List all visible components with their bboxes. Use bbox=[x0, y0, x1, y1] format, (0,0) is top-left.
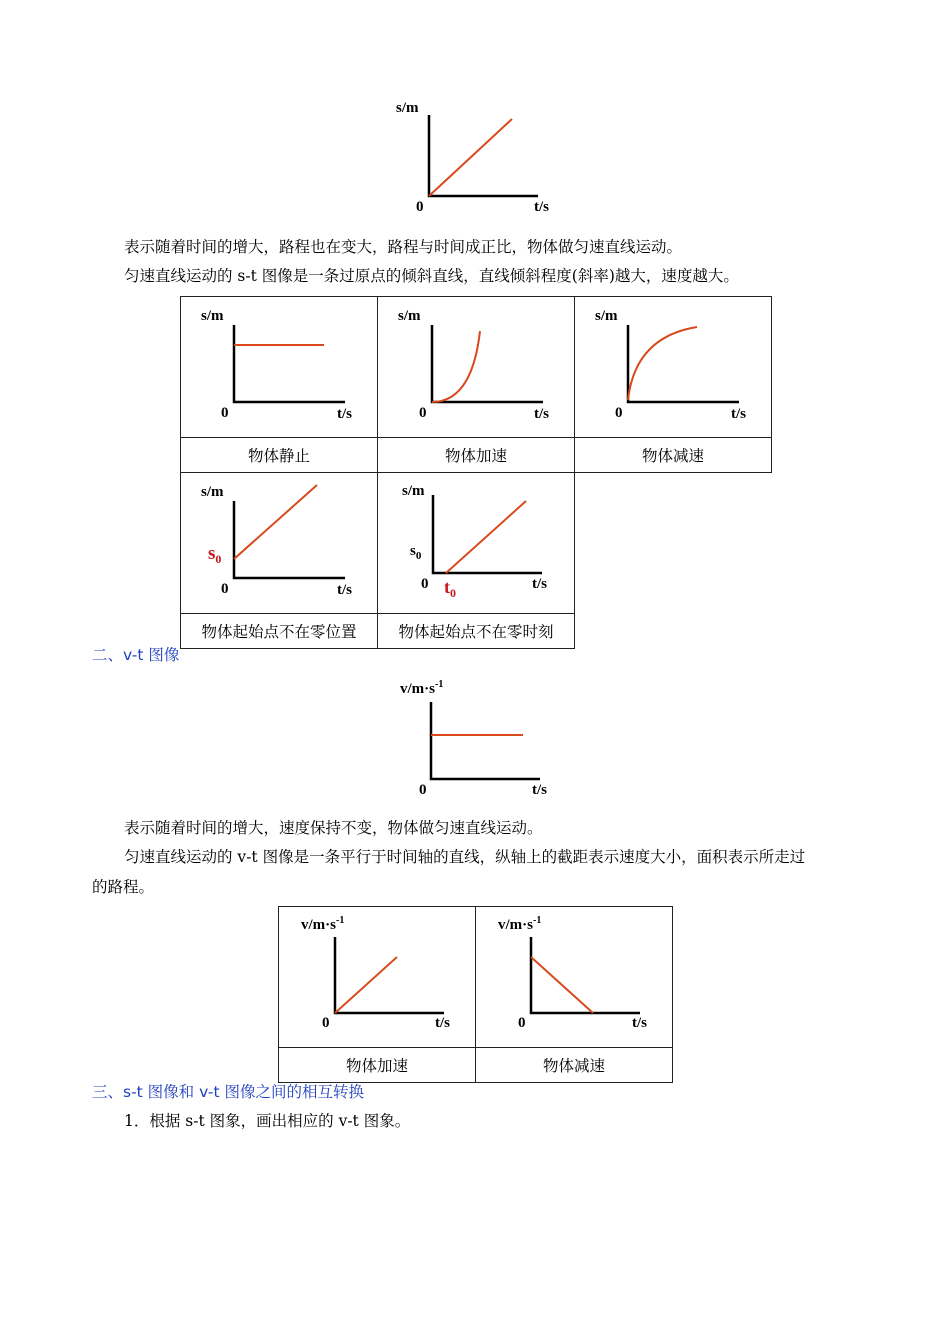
st-offset-time-graph bbox=[378, 473, 574, 609]
paragraph: 表示随着时间的增大，路程也在变大，路程与时间成正比，物体做匀速直线运动。 bbox=[124, 238, 683, 256]
graph-cell bbox=[476, 907, 673, 1048]
vt-graph-table bbox=[278, 906, 673, 1083]
st-line bbox=[446, 501, 526, 573]
graph-cell bbox=[378, 297, 575, 438]
svg-text:t/s: t/s bbox=[532, 782, 547, 798]
caption: 物体加速 bbox=[279, 1048, 476, 1083]
svg-text:s/m: s/m bbox=[398, 308, 421, 324]
list-item: 1．根据 s-t 图象，画出相应的 v-t 图象。 bbox=[124, 1112, 411, 1130]
svg-text:0: 0 bbox=[518, 1015, 526, 1031]
caption: 物体起始点不在零时刻 bbox=[378, 614, 575, 649]
axes bbox=[429, 115, 538, 196]
svg-text:t/s: t/s bbox=[337, 406, 352, 422]
svg-text:t/s: t/s bbox=[731, 406, 746, 422]
paragraph: 匀速直线运动的 s-t 图像是一条过原点的倾斜直线，直线倾斜程度(斜率)越大，速度越大。 bbox=[124, 267, 739, 285]
svg-text:s/m: s/m bbox=[595, 308, 618, 324]
st-uniform-graph bbox=[390, 95, 570, 225]
st-graph-table bbox=[180, 296, 772, 649]
paragraph: 的路程。 bbox=[92, 878, 155, 896]
svg-text:0: 0 bbox=[421, 576, 429, 592]
graph-cell bbox=[181, 473, 378, 614]
st-accelerating-graph bbox=[378, 297, 574, 433]
st-line bbox=[234, 485, 317, 559]
caption: 物体加速 bbox=[378, 438, 575, 473]
st-curve bbox=[432, 331, 480, 402]
x-axis-label: t/s bbox=[534, 199, 549, 215]
s0-label: $s_0$ bbox=[208, 543, 222, 566]
graph-cell bbox=[181, 297, 378, 438]
s0-label: $s_0$ bbox=[410, 543, 422, 562]
paragraph: 匀速直线运动的 v-t 图像是一条平行于时间轴的直线，纵轴上的截距表示速度大小，面积表示所走过 bbox=[124, 848, 806, 866]
svg-text:0: 0 bbox=[221, 405, 229, 421]
svg-text:v/m·s-1: $v/m\cdot s^{-1}$ bbox=[400, 679, 444, 697]
caption: 物体静止 bbox=[181, 438, 378, 473]
vt-decelerating-graph bbox=[476, 907, 672, 1043]
y-axis-label: s/m bbox=[396, 100, 419, 116]
t0-label: $t_0$ bbox=[444, 577, 456, 600]
graph-cell bbox=[378, 473, 575, 614]
origin-label: 0 bbox=[416, 199, 424, 215]
svg-text:s/m: s/m bbox=[201, 308, 224, 324]
section-heading: 二、v-t 图像 bbox=[92, 646, 180, 664]
vt-uniform-graph bbox=[398, 676, 568, 806]
paragraph: 表示随着时间的增大，速度保持不变，物体做匀速直线运动。 bbox=[124, 819, 543, 837]
svg-text:t/s: t/s bbox=[632, 1015, 647, 1031]
st-stationary-graph bbox=[181, 297, 377, 433]
svg-text:t/s: t/s bbox=[435, 1015, 450, 1031]
svg-text:0: 0 bbox=[615, 405, 623, 421]
st-offset-position-graph bbox=[181, 473, 377, 609]
st-curve bbox=[628, 327, 697, 400]
svg-text:t/s: t/s bbox=[532, 576, 547, 592]
svg-text:t/s: t/s bbox=[337, 582, 352, 598]
caption: 物体减速 bbox=[575, 438, 772, 473]
svg-text:v/m·s-1: $v/m\cdot s^{-1}$ bbox=[301, 915, 345, 933]
st-line bbox=[429, 119, 512, 196]
graph-cell bbox=[279, 907, 476, 1048]
svg-text:0: 0 bbox=[221, 581, 229, 597]
caption: 物体减速 bbox=[476, 1048, 673, 1083]
vt-accelerating-graph bbox=[279, 907, 475, 1043]
st-decelerating-graph bbox=[575, 297, 771, 433]
vt-line bbox=[335, 957, 397, 1013]
svg-text:0: 0 bbox=[419, 405, 427, 421]
svg-text:s/m: s/m bbox=[201, 484, 224, 500]
caption: 物体起始点不在零位置 bbox=[181, 614, 378, 649]
svg-text:t/s: t/s bbox=[534, 406, 549, 422]
svg-text:0: 0 bbox=[322, 1015, 330, 1031]
section-heading: 三、s-t 图像和 v-t 图像之间的相互转换 bbox=[92, 1083, 364, 1101]
svg-text:v/m·s-1: $v/m\cdot s^{-1}$ bbox=[498, 915, 542, 933]
svg-text:s/m: s/m bbox=[402, 483, 425, 499]
graph-cell bbox=[575, 297, 772, 438]
vt-line bbox=[531, 957, 593, 1013]
svg-text:0: 0 bbox=[419, 782, 427, 798]
